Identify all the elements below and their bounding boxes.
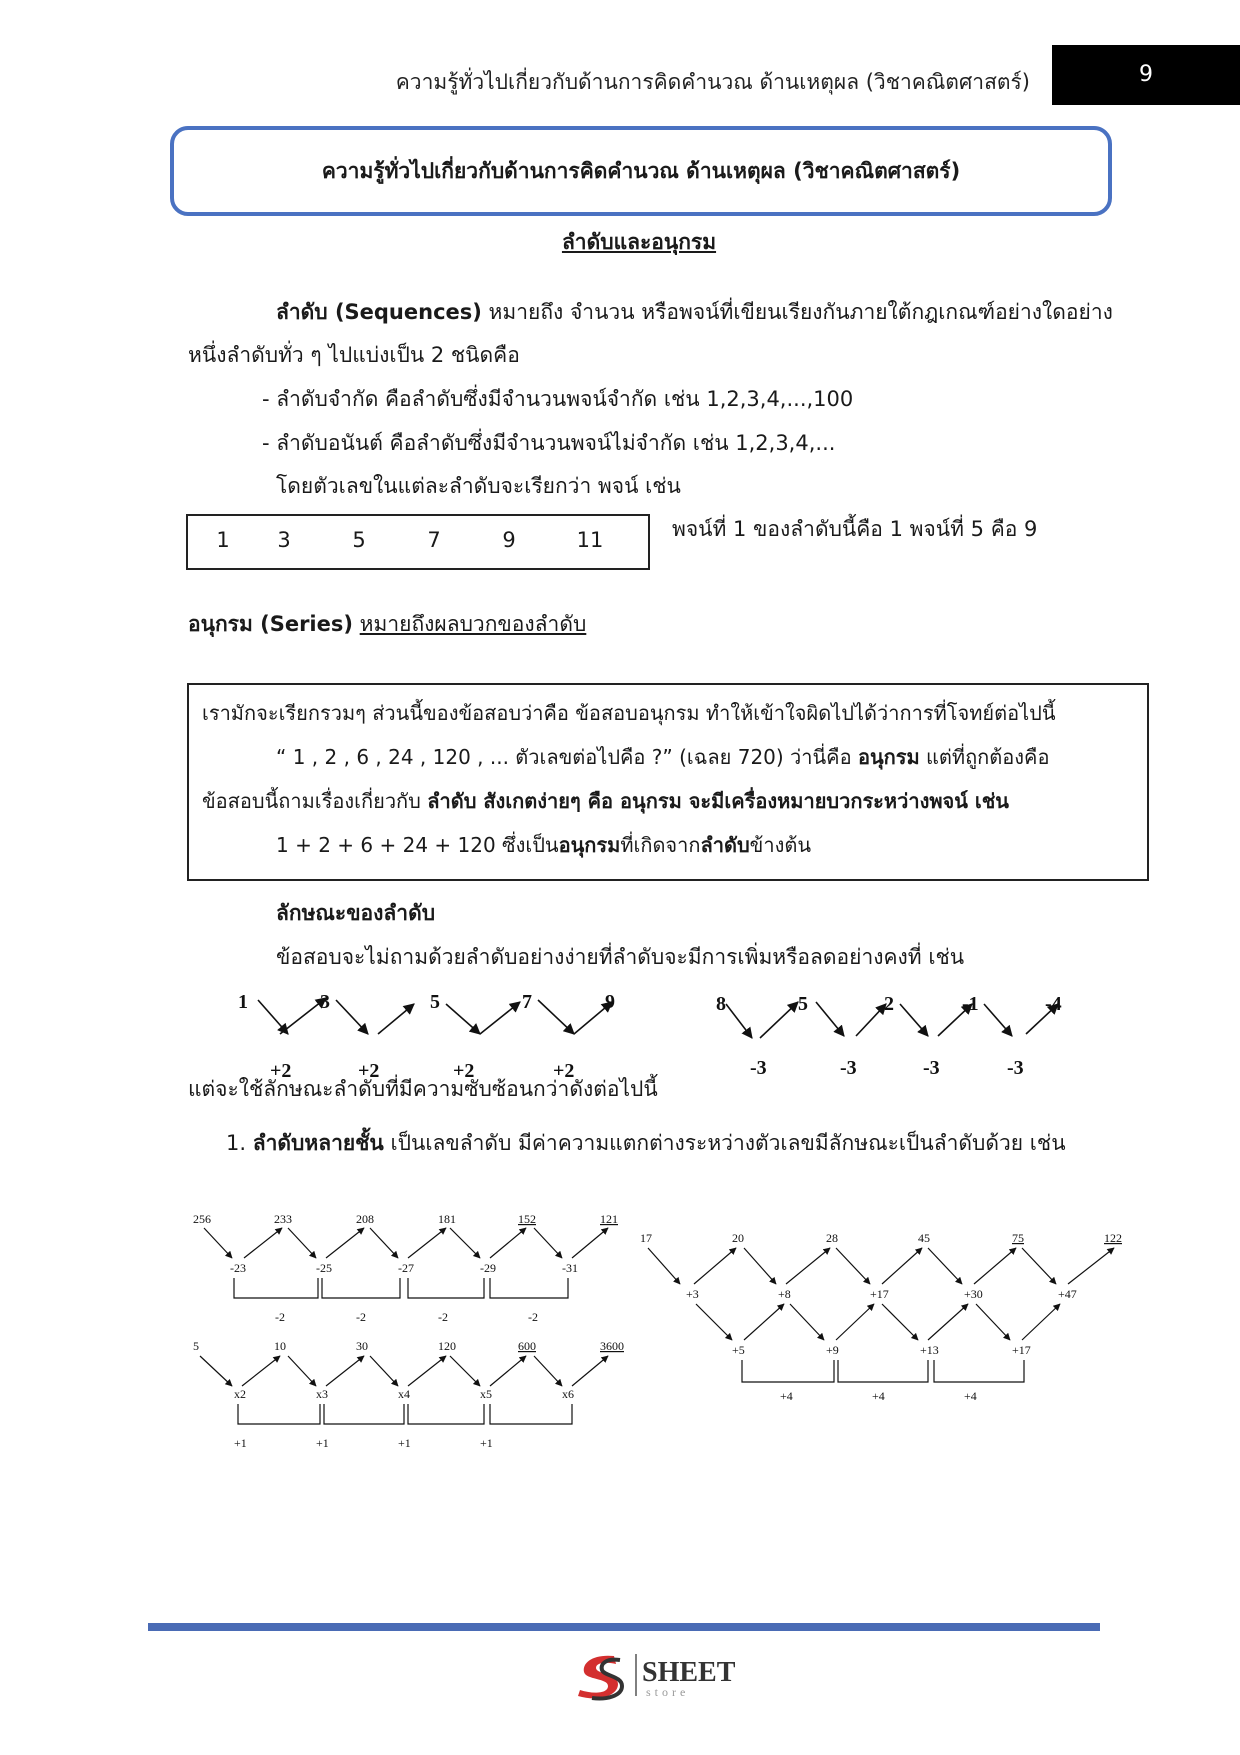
diag-b-ratio: x4	[398, 1387, 410, 1401]
diag-a-second-diff: -2	[356, 1310, 366, 1324]
diag-b-second-diff: +1	[480, 1436, 493, 1450]
inc-term: 3	[320, 991, 330, 1013]
diag-a-diff: -23	[230, 1261, 246, 1275]
info-line2-text: “ 1 , 2 , 6 , 24 , 120 , ... ตัวเลขต่อไปคือ ?” (เฉลย 720) ว่านี่คือ	[276, 745, 858, 769]
info-line1: เรามักจะเรียกรวมๆ ส่วนนี้ของข้อสอบว่าคือ ข้อสอบอนุกรม ทำให้เข้าใจผิดไปได้ว่าการที่โจทย์ต่อไปนี้	[202, 701, 1056, 725]
inc-term: 9	[605, 991, 615, 1013]
sequence-term-value: 11	[576, 528, 604, 552]
diag-b-ratio: x2	[234, 1387, 246, 1401]
info-line2-bold: อนุกรม	[857, 745, 920, 769]
diag-c-second-diff: +17	[1012, 1343, 1031, 1357]
diag-a-term: 181	[438, 1212, 456, 1226]
sequence-definition-text: หมายถึง จำนวน หรือพจน์ที่เขียนเรียงกันภายใต้กฎเกณฑ์อย่างใดอย่าง	[481, 300, 1113, 324]
sequence-term: ลำดับ (Sequences)	[276, 300, 482, 324]
diag-b-term: 3600	[600, 1339, 624, 1353]
diag-c-term: 28	[826, 1231, 838, 1245]
diag-c-term: 45	[918, 1231, 930, 1245]
logo-s-icon	[578, 1656, 622, 1699]
diag-a-diff: -31	[562, 1261, 578, 1275]
dec-term: 8	[716, 993, 726, 1015]
page-title: ความรู้ทั่วไปเกี่ยวกับด้านการคิดคำนวณ ด้านเหตุผล (วิชาคณิตศาสตร์)	[321, 159, 961, 183]
diag-a-diff: -25	[316, 1261, 332, 1275]
diag-b-second-diff: +1	[234, 1436, 247, 1450]
page-number: 9	[1139, 62, 1153, 87]
diag-c-second-diff: +5	[732, 1343, 745, 1357]
multi-level-heading	[226, 1127, 1066, 1160]
dec-term: 2	[884, 993, 894, 1015]
diag-a-term: 121	[600, 1212, 618, 1226]
inc-diff: +2	[453, 1060, 475, 1082]
inc-term: 1	[238, 991, 248, 1013]
info-line4	[276, 829, 811, 861]
dec-diff: -3	[840, 1057, 857, 1079]
info-line4-bold: อนุกรม	[558, 833, 621, 857]
diag-a-diff: -29	[480, 1261, 496, 1275]
diag-b-ratio: x5	[480, 1387, 492, 1401]
diag-a-term: 256	[193, 1212, 211, 1226]
logo-sub: store	[646, 1685, 690, 1699]
diag-b-term: 30	[356, 1339, 368, 1353]
inc-term: 7	[522, 991, 532, 1013]
diag-a-second-diff: -2	[438, 1310, 448, 1324]
diag-a-second-diff: -2	[528, 1310, 538, 1324]
sequence-term-value: 7	[427, 528, 441, 552]
multi-level-text: เป็นเลขลำดับ มีค่าความแตกต่างระหว่างตัวเลขมีลักษณะเป็นลำดับด้วย เช่น	[383, 1131, 1066, 1155]
diag-b-second-diff: +1	[316, 1436, 329, 1450]
diag-a-term: 208	[356, 1212, 374, 1226]
sequence-definition-line2: หนึ่งลำดับทั่ว ๆ ไปแบ่งเป็น 2 ชนิดคือ	[188, 343, 520, 367]
diag-c-third-diff: +4	[872, 1389, 885, 1403]
info-line4-bold2: ลำดับ	[700, 833, 750, 857]
inc-diff: +2	[553, 1060, 575, 1082]
running-header: ความรู้ทั่วไปเกี่ยวกับด้านการคิดคำนวณ ด้านเหตุผล (วิชาคณิตศาสตร์)	[395, 70, 1030, 94]
diag-c-third-diff: +4	[780, 1389, 793, 1403]
inc-term: 5	[430, 991, 440, 1013]
dec-term: 5	[798, 993, 808, 1015]
diag-b-term: 10	[274, 1339, 286, 1353]
sequence-definition-line1	[276, 296, 1113, 329]
info-line3-bold: ลำดับ สังเกตง่ายๆ คือ อนุกรม จะมีเครื่องหมายบวกระหว่างพจน์ เช่น	[427, 789, 1009, 813]
series-term: อนุกรม (Series)	[188, 612, 353, 636]
diag-a-diff: -27	[398, 1261, 414, 1275]
section-heading: ลำดับและอนุกรม	[561, 230, 717, 254]
multi-level-diagrams	[0, 1200, 1240, 1460]
sheet-store-logo	[572, 1648, 762, 1702]
info-line4-text: 1 + 2 + 6 + 24 + 120 ซึ่งเป็น	[276, 833, 559, 857]
list-number: 1.	[226, 1131, 247, 1155]
info-line4-mid: ที่เกิดจาก	[620, 833, 701, 857]
diag-c-diff: +3	[686, 1287, 699, 1301]
inc-diff: +2	[270, 1060, 292, 1082]
diag-b-term: 120	[438, 1339, 456, 1353]
infinite-sequence-item: - ลำดับอนันต์ คือลำดับซึ่งมีจำนวนพจน์ไม่จำกัด เช่น 1,2,3,4,...	[262, 431, 836, 455]
sequence-term-value: 1	[216, 528, 230, 552]
info-line2	[276, 741, 1049, 773]
multi-level-term: ลำดับหลายชั้น	[252, 1131, 384, 1155]
terms-intro: โดยตัวเลขในแต่ละลำดับจะเรียกว่า พจน์ เช่น	[276, 474, 681, 498]
diag-a-term: 152	[518, 1212, 536, 1226]
diag-b-ratio: x3	[316, 1387, 328, 1401]
characteristics-text: ข้อสอบจะไม่ถามด้วยลำดับอย่างง่ายที่ลำดับจะมีการเพิ่มหรือลดอย่างคงที่ เช่น	[276, 945, 965, 969]
diag-c-second-diff: +13	[920, 1343, 939, 1357]
dec-term: -4	[1045, 993, 1062, 1015]
diag-c-diff: +47	[1058, 1287, 1077, 1301]
finite-sequence-item: - ลำดับจำกัด คือลำดับซึ่งมีจำนวนพจน์จำกัด เช่น 1,2,3,4,...,100	[262, 387, 854, 411]
footer-rule	[148, 1623, 1100, 1631]
dec-diff: -3	[750, 1057, 767, 1079]
diag-a-term: 233	[274, 1212, 292, 1226]
dec-diff: -3	[1007, 1057, 1024, 1079]
series-meaning: หมายถึงผลบวกของลำดับ	[359, 612, 587, 636]
series-definition	[188, 608, 586, 641]
diag-c-diff: +17	[870, 1287, 889, 1301]
diag-a-second-diff: -2	[275, 1310, 285, 1324]
characteristics-after: แต่จะใช้ลักษณะลำดับที่มีความซับซ้อนกว่าดังต่อไปนี้	[188, 1077, 658, 1101]
diag-c-second-diff: +9	[826, 1343, 839, 1357]
info-line3-text: ข้อสอบนี้ถามเรื่องเกี่ยวกับ	[202, 789, 428, 813]
sequence-term-value: 9	[502, 528, 516, 552]
dec-diff: -3	[923, 1057, 940, 1079]
diag-b-term: 5	[193, 1339, 199, 1353]
sequence-term-value: 3	[277, 528, 291, 552]
diag-c-term: 20	[732, 1231, 744, 1245]
diag-c-term: 17	[640, 1231, 652, 1245]
characteristics-heading: ลักษณะของลำดับ	[276, 901, 436, 925]
inc-diff: +2	[358, 1060, 380, 1082]
diag-c-term: 122	[1104, 1231, 1122, 1245]
example-note: พจน์ที่ 1 ของลำดับนี้คือ 1 พจน์ที่ 5 คือ 9	[672, 517, 1038, 541]
dec-term: -1	[962, 993, 979, 1015]
diag-b-ratio: x6	[562, 1387, 574, 1401]
diag-c-diff: +30	[964, 1287, 983, 1301]
diag-c-third-diff: +4	[964, 1389, 977, 1403]
diag-b-second-diff: +1	[398, 1436, 411, 1450]
diag-b-term: 600	[518, 1339, 536, 1353]
info-line4-tail: ข้างต้น	[749, 833, 811, 857]
sequence-term-value: 5	[352, 528, 366, 552]
info-line2-tail: แต่ที่ถูกต้องคือ	[919, 745, 1050, 769]
logo-word: SHEET	[642, 1657, 736, 1688]
info-line3	[202, 785, 1009, 817]
diag-c-term: 75	[1012, 1231, 1024, 1245]
diag-c-diff: +8	[778, 1287, 791, 1301]
